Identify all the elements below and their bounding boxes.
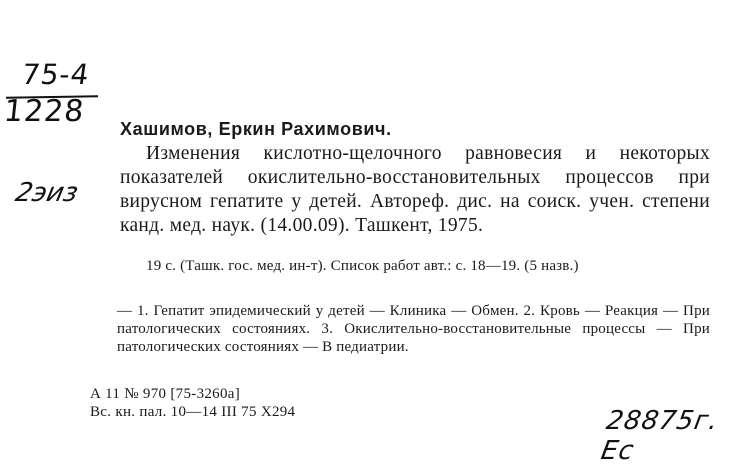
handwritten-shelf-code-bottom: 1228	[2, 94, 87, 129]
handwritten-shelf-code-top: 75-4	[19, 58, 92, 91]
handwritten-note-left: 2эиз	[12, 178, 81, 208]
card-footer	[90, 385, 510, 421]
footer-line-2: Вс. кн. пал. 10—14 III 75 Х294	[90, 404, 296, 420]
footer-line-1: А 11 № 970 [75-3260а]	[90, 386, 241, 402]
title-description: Изменения кислотно-щелочного равновесия и некоторых показателей окислительно-восстановительных процессов при вирусном гепатите у детей. Автореф. дис. на соиск. учен. степени канд. мед. наук. (14.00.09). Ташкент, 1975.	[120, 143, 710, 236]
author-heading: Хашимов, Еркин Рахимович.	[120, 119, 392, 139]
subject-headings: — 1. Гепатит эпидемический у детей — Клиника — Обмен. 2. Кровь — Реакция — При патологических состояниях. 3. Окислительно-восстановительные процессы — При патологических состояниях — В педиатрии.	[117, 303, 710, 355]
collation-note: 19 с. (Ташк. гос. мед. ин-т). Список работ авт.: с. 18—19. (5 назв.)	[146, 258, 579, 274]
handwritten-note-bottom: 28875г. Ес	[598, 406, 721, 466]
